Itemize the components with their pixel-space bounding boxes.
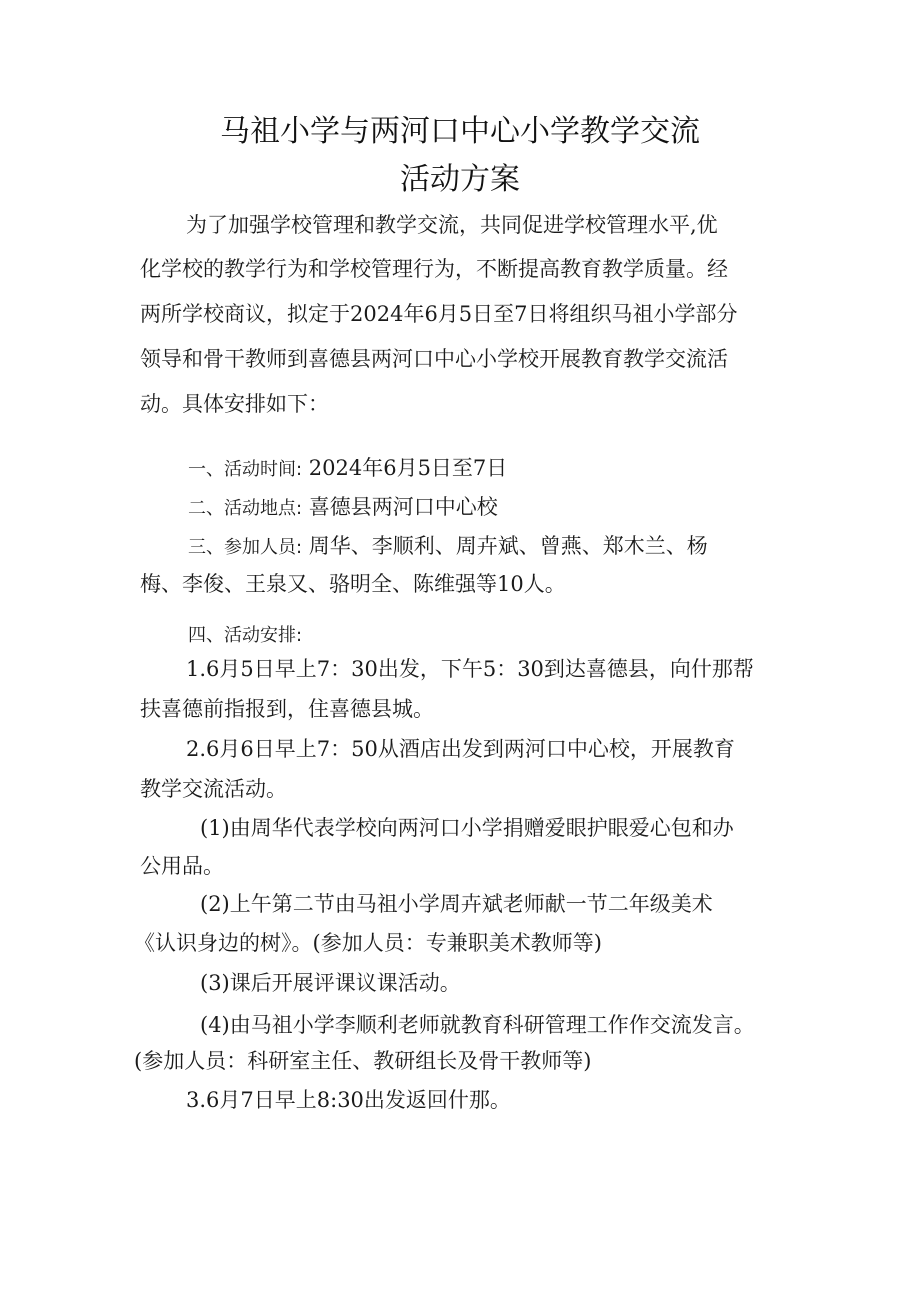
schedule-line: 3.6月7日早上8:30出发返回什那。: [186, 1088, 511, 1112]
participants-continued: 梅、李俊、王泉又、骆明全、陈维强等10人。: [140, 572, 566, 596]
section-label: 一、活动时间:: [188, 459, 303, 480]
section-value: 喜德县两河口中心校: [308, 495, 498, 519]
schedule-line: 扶喜德前指报到，住喜德县城。: [140, 697, 434, 721]
schedule-line: 《认识身边的树》。(参加人员：专兼职美术教师等): [134, 931, 602, 955]
schedule-line: 2.6月6日早上7：50从酒店出发到两河口中心校，开展教育: [186, 737, 735, 761]
document-title-line1: 马祖小学与两河口中心小学教学交流: [220, 114, 700, 149]
schedule-line: (4)由马祖小学李顺利老师就教育科研管理工作作交流发言。: [200, 1013, 755, 1037]
section-activity-time: [188, 455, 507, 483]
schedule-line: 教学交流活动。: [140, 777, 287, 801]
intro-line: 两所学校商议，拟定于2024年6月5日至7日将组织马祖小学部分: [140, 302, 738, 326]
section-activity-place: [188, 494, 498, 522]
section-schedule: [188, 621, 302, 649]
intro-line: 为了加强学校管理和教学交流，共同促进学校管理水平,优: [186, 213, 718, 237]
section-participants: [188, 533, 708, 561]
schedule-line: 公用品。: [140, 854, 224, 878]
document-title-line2: 活动方案: [400, 162, 520, 197]
section-value: 周华、李顺利、周卉斌、曾燕、郑木兰、杨: [308, 534, 708, 558]
schedule-line: (2)上午第二节由马祖小学周卉斌老师献一节二年级美术: [200, 892, 713, 916]
intro-line: 化学校的教学行为和学校管理行为，不断提高教育教学质量。经: [140, 257, 728, 281]
section-label: 二、活动地点:: [188, 498, 303, 519]
section-label: 三、参加人员:: [188, 537, 303, 558]
schedule-line: (3)课后开展评课议课活动。: [200, 971, 461, 995]
intro-line: 领导和骨干教师到喜德县两河口中心小学校开展教育教学交流活: [140, 347, 728, 371]
section-value: 2024年6月5日至7日: [308, 456, 508, 480]
section-label: 四、活动安排:: [188, 625, 303, 646]
schedule-line: (1)由周华代表学校向两河口小学捐赠爱眼护眼爱心包和办: [200, 816, 734, 840]
schedule-line: 1.6月5日早上7：30出发，下午5：30到达喜德县，向什那帮: [186, 657, 754, 681]
schedule-line: (参加人员：科研室主任、教研组长及骨干教师等): [134, 1049, 592, 1073]
intro-line: 动。具体安排如下：: [140, 392, 329, 416]
